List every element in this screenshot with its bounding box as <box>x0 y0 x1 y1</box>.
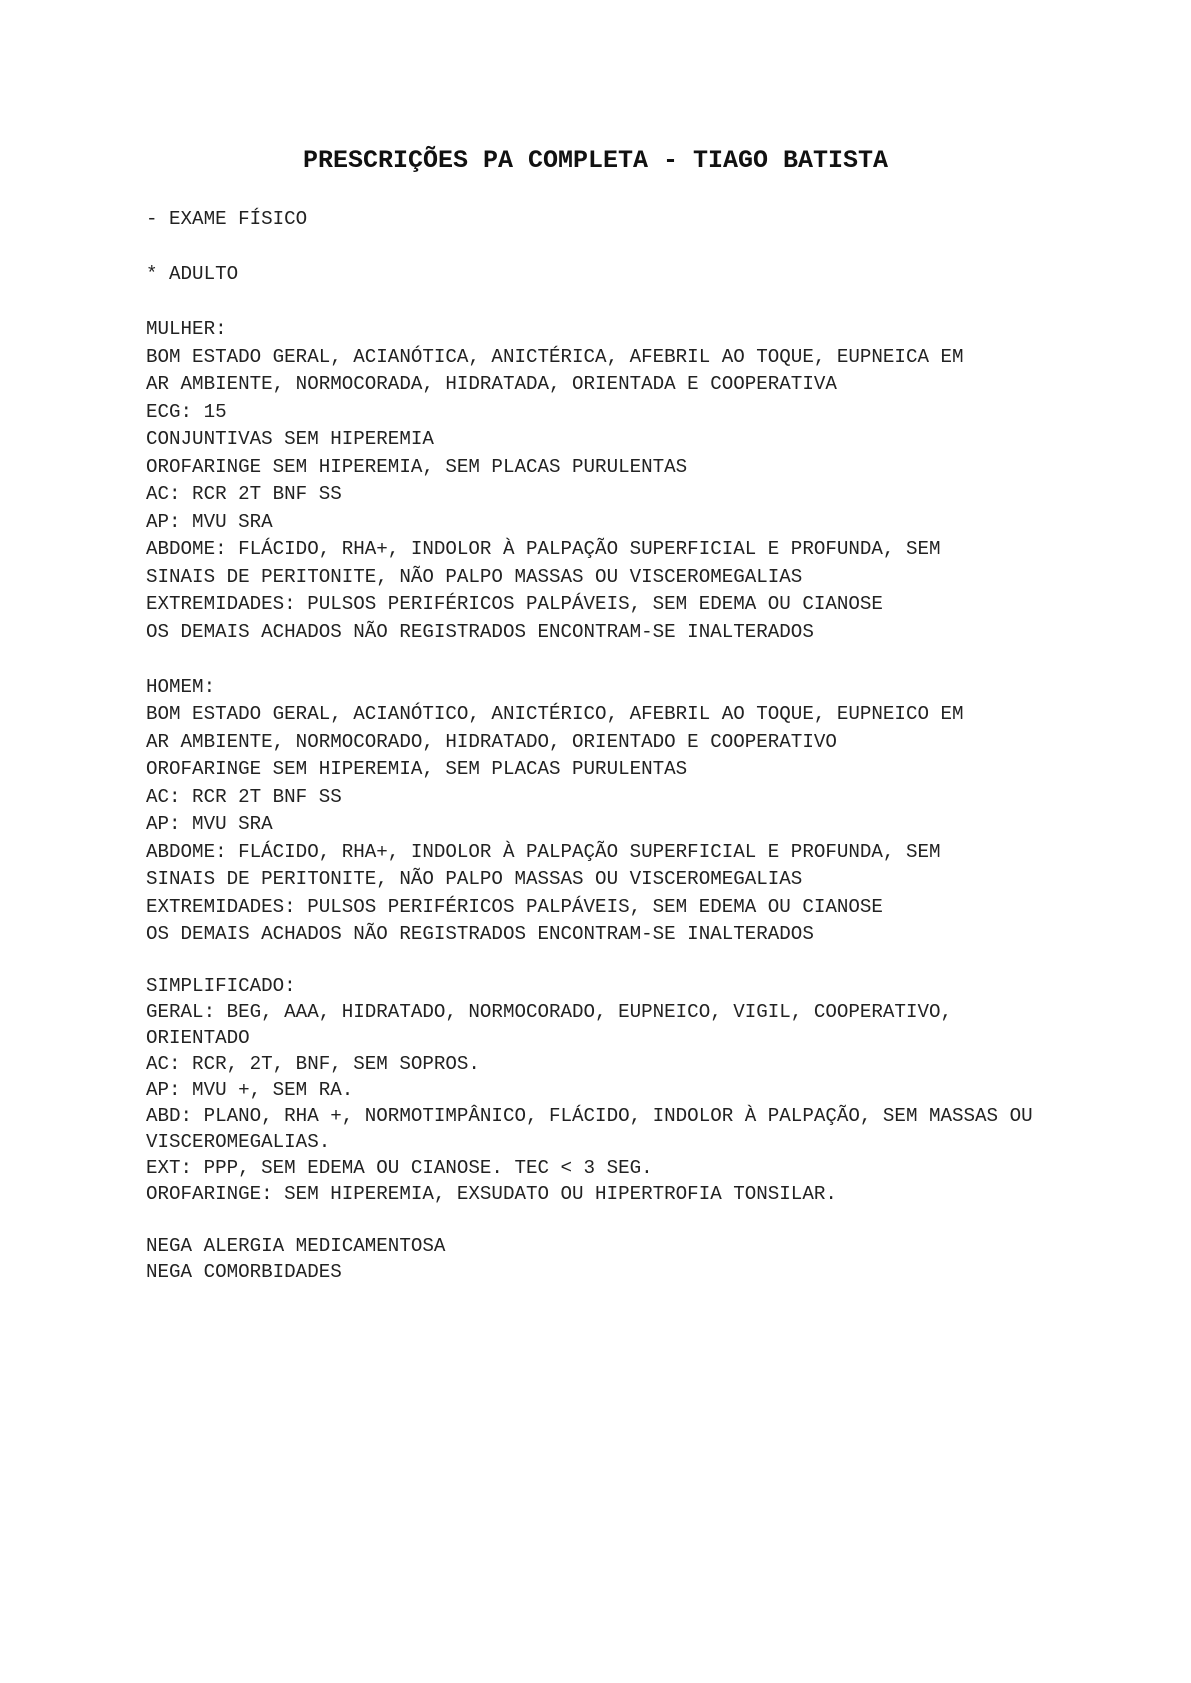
section-exame-fisico <box>146 206 1146 234</box>
homem-line: SINAIS DE PERITONITE, NÃO PALPO MASSAS OU VISCEROMEGALIAS <box>146 868 803 890</box>
section-negas <box>146 1233 1146 1285</box>
simplificado-line: AP: MVU +, SEM RA. <box>146 1078 354 1101</box>
section-simplificado <box>146 973 1146 1207</box>
homem-line: AC: RCR 2T BNF SS <box>146 785 342 808</box>
homem-line: ABDOME: FLÁCIDO, RHA+, INDOLOR À PALPAÇÃO SUPERFICIAL E PROFUNDA, SEM <box>146 840 941 863</box>
mulher-line: OROFARINGE SEM HIPEREMIA, SEM PLACAS PURULENTAS <box>146 455 688 478</box>
homem-lines <box>146 701 1146 949</box>
section-adulto <box>146 261 1146 289</box>
mulher-line: EXTREMIDADES: PULSOS PERIFÉRICOS PALPÁVEIS, SEM EDEMA OU CIANOSE <box>146 593 883 615</box>
mulher-line: CONJUNTIVAS SEM HIPEREMIA <box>146 428 434 450</box>
simplificado-line: GERAL: BEG, AAA, HIDRATADO, NORMOCORADO, EUPNEICO, VIGIL, COOPERATIVO, <box>146 1000 953 1023</box>
homem-line: AP: MVU SRA <box>146 813 273 835</box>
simplificado-line: OROFARINGE: SEM HIPEREMIA, EXSUDATO OU HIPERTROFIA TONSILAR. <box>146 1182 837 1205</box>
simplificado-line: EXT: PPP, SEM EDEMA OU CIANOSE. TEC < 3 SEG. <box>146 1156 653 1179</box>
mulher-line: BOM ESTADO GERAL, ACIANÓTICA, ANICTÉRICA, AFEBRIL AO TOQUE, EUPNEICA EM <box>146 345 964 368</box>
section-homem <box>146 674 1146 949</box>
simplificado-line: VISCEROMEGALIAS. <box>146 1130 331 1153</box>
section-mulher <box>146 316 1146 646</box>
homem-line: EXTREMIDADES: PULSOS PERIFÉRICOS PALPÁVEIS, SEM EDEMA OU CIANOSE <box>146 895 883 918</box>
simplificado-line: AC: RCR, 2T, BNF, SEM SOPROS. <box>146 1052 480 1075</box>
mulher-line: AR AMBIENTE, NORMOCORADA, HIDRATADA, ORIENTADA E COOPERATIVA <box>146 373 837 395</box>
mulher-line: ECG: 15 <box>146 400 227 423</box>
simplificado-heading: SIMPLIFICADO: <box>146 974 296 997</box>
homem-heading: HOMEM: <box>146 675 216 698</box>
mulher-line: AC: RCR 2T BNF SS <box>146 483 342 505</box>
nega-line: NEGA COMORBIDADES <box>146 1260 342 1283</box>
homem-line: BOM ESTADO GERAL, ACIANÓTICO, ANICTÉRICO, AFEBRIL AO TOQUE, EUPNEICO EM <box>146 703 964 725</box>
mulher-lines <box>146 344 1146 647</box>
mulher-line: ABDOME: FLÁCIDO, RHA+, INDOLOR À PALPAÇÃO SUPERFICIAL E PROFUNDA, SEM <box>146 538 941 560</box>
mulher-heading: MULHER: <box>146 318 227 340</box>
adulto-heading: * ADULTO <box>146 263 239 285</box>
mulher-line: AP: MVU SRA <box>146 510 273 533</box>
homem-line: AR AMBIENTE, NORMOCORADO, HIDRATADO, ORIENTADO E COOPERATIVO <box>146 730 837 753</box>
simplificado-line: ORIENTADO <box>146 1026 250 1049</box>
mulher-line: SINAIS DE PERITONITE, NÃO PALPO MASSAS OU VISCEROMEGALIAS <box>146 565 803 588</box>
homem-line: OROFARINGE SEM HIPEREMIA, SEM PLACAS PURULENTAS <box>146 758 688 780</box>
nega-line: NEGA ALERGIA MEDICAMENTOSA <box>146 1234 446 1257</box>
mulher-line: OS DEMAIS ACHADOS NÃO REGISTRADOS ENCONTRAM-SE INALTERADOS <box>146 620 814 643</box>
negas-lines <box>146 1233 1146 1285</box>
document-body <box>146 206 1146 1285</box>
homem-line: OS DEMAIS ACHADOS NÃO REGISTRADOS ENCONTRAM-SE INALTERADOS <box>146 923 814 945</box>
exame-fisico-heading: - EXAME FÍSICO <box>146 208 308 230</box>
document-title: PRESCRIÇÕES PA COMPLETA - TIAGO BATISTA <box>302 146 889 175</box>
simplificado-line: ABD: PLANO, RHA +, NORMOTIMPÂNICO, FLÁCIDO, INDOLOR À PALPAÇÃO, SEM MASSAS OU <box>146 1104 1033 1127</box>
simplificado-lines <box>146 999 1146 1207</box>
